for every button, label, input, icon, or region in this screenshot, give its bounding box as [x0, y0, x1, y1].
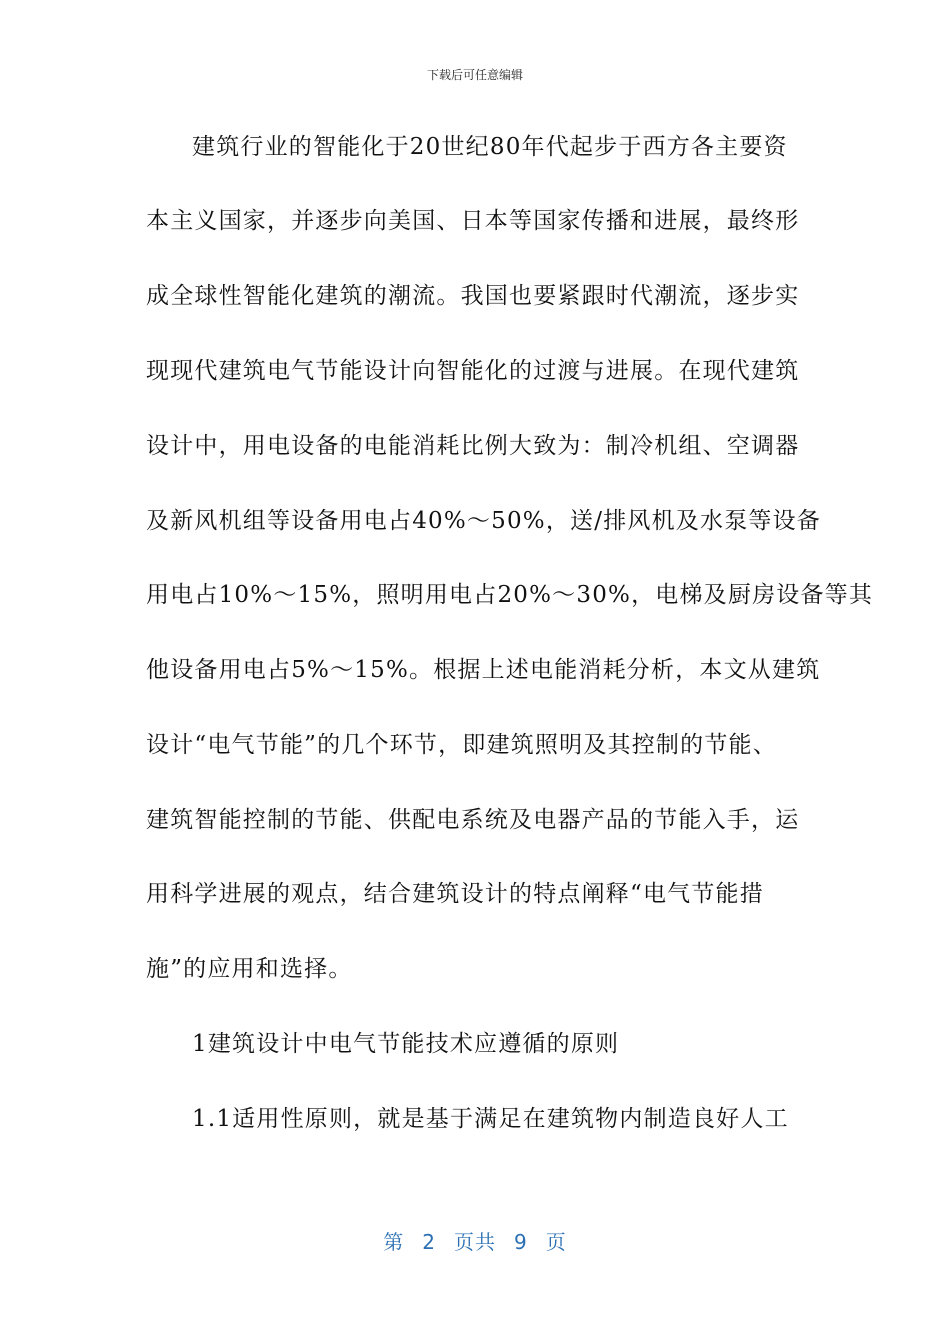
- paragraph-line: 设计中，用电设备的电能消耗比例大致为：制冷机组、空调器: [146, 433, 800, 459]
- section-heading: 1建筑设计中电气节能技术应遵循的原则: [192, 1031, 620, 1057]
- page-footer: [0, 1226, 950, 1255]
- paragraph-line: 用科学进展的观点，结合建筑设计的特点阐释“电气节能措: [146, 881, 764, 907]
- paragraph-line: 用电占10%～15%，照明用电占20%～30%，电梯及厨房设备等其: [146, 582, 874, 608]
- footer-current-page: 2: [422, 1230, 436, 1254]
- paragraph-line: 建筑行业的智能化于20世纪80年代起步于西方各主要资: [192, 134, 788, 160]
- header-note: 下载后可任意编辑: [426, 68, 523, 82]
- paragraph-line: 施”的应用和选择。: [146, 956, 353, 982]
- paragraph-line: 设计“电气节能”的几个环节，即建筑照明及其控制的节能、: [146, 732, 777, 758]
- footer-suffix: 页: [545, 1230, 567, 1254]
- footer-prefix: 第: [383, 1230, 405, 1254]
- subsection-line: 1.1适用性原则，就是基于满足在建筑物内制造良好人工: [192, 1106, 789, 1132]
- footer-total-pages: 9: [514, 1230, 528, 1254]
- paragraph-line: 成全球性智能化建筑的潮流。我国也要紧跟时代潮流，逐步实: [146, 283, 800, 309]
- paragraph-line: 现现代建筑电气节能设计向智能化的过渡与进展。在现代建筑: [146, 358, 800, 384]
- paragraph-line: 本主义国家，并逐步向美国、日本等国家传播和进展，最终形: [146, 208, 800, 234]
- paragraph-line: 建筑智能控制的节能、供配电系统及电器产品的节能入手，运: [146, 807, 800, 833]
- paragraph-line: 及新风机组等设备用电占40%～50%，送/排风机及水泵等设备: [146, 508, 821, 534]
- footer-middle: 页共: [454, 1230, 496, 1254]
- paragraph-line: 他设备用电占5%～15%。根据上述电能消耗分析，本文从建筑: [146, 657, 821, 683]
